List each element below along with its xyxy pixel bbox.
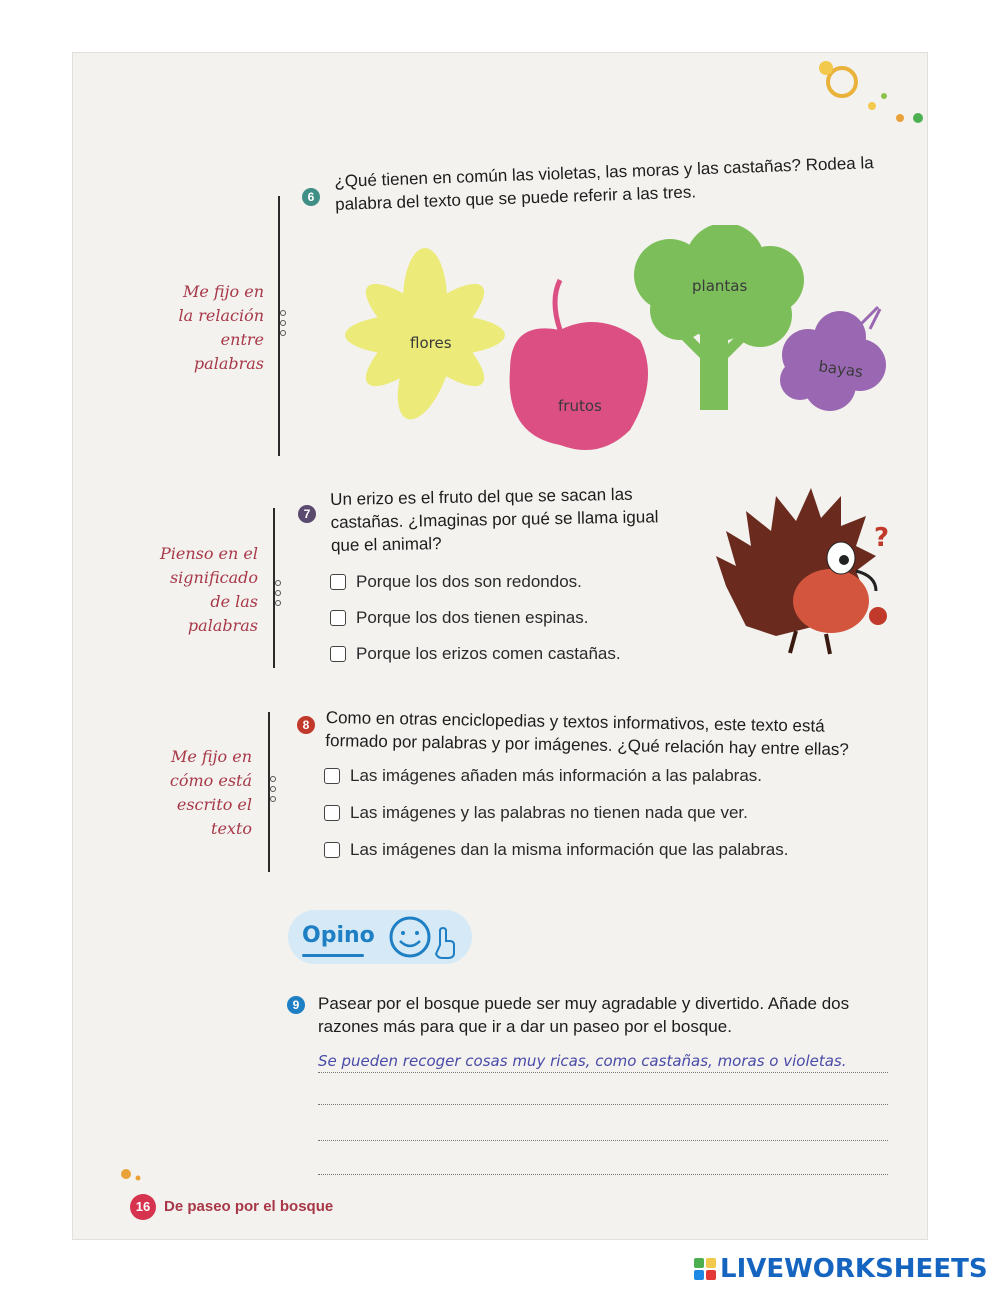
answer-line-3[interactable] — [318, 1140, 888, 1141]
flower-shape[interactable] — [345, 248, 505, 426]
question-7-text — [330, 481, 711, 557]
logo-icon — [694, 1258, 716, 1280]
answer-line-4[interactable] — [318, 1174, 888, 1175]
word-flores: flores — [410, 334, 452, 352]
question-7-number: 7 — [298, 505, 316, 523]
question-6-line-1: ¿Qué tienen en común las violetas, las moras y las castañas? Rodea la — [334, 153, 874, 191]
q7-option-3[interactable] — [330, 644, 621, 664]
q7-option-3-label: Porque los erizos comen castañas. — [356, 644, 621, 663]
q8-option-2[interactable] — [324, 803, 748, 823]
question-7-line-3: que el animal? — [330, 534, 442, 555]
footer-dots — [118, 1166, 158, 1196]
svg-text:?: ? — [874, 523, 890, 553]
footer-title: De paseo por el bosque — [164, 1198, 334, 1215]
question-9-line-1: Pasear por el bosque puede ser muy agradable y divertido. Añade dos — [318, 994, 850, 1013]
word-illustrations — [330, 225, 900, 465]
q8-option-3[interactable] — [324, 840, 788, 860]
question-9-number: 9 — [287, 996, 305, 1014]
berry-shape[interactable] — [780, 307, 886, 411]
opino-badge — [288, 910, 472, 964]
tree-shape[interactable] — [634, 225, 804, 410]
checkbox[interactable] — [324, 768, 340, 784]
word-plantas: plantas — [692, 277, 748, 295]
liveworksheets-logo — [694, 1254, 988, 1284]
smiley-icon — [386, 915, 468, 959]
word-frutos: frutos — [558, 397, 602, 415]
page-number: 16 — [130, 1194, 156, 1220]
hedgehog-illustration — [716, 476, 900, 666]
question-7-line-2: castañas. ¿Imaginas por qué se llama igual — [330, 507, 659, 532]
question-9-line-2: razones más para que ir a dar un paseo por el bosque. — [318, 1017, 732, 1036]
checkbox[interactable] — [330, 646, 346, 662]
question-7-line-1: Un erizo es el fruto del que se sacan las — [330, 484, 633, 509]
q8-margin-dots — [270, 776, 276, 806]
q8-option-3-label: Las imágenes dan la misma información que las palabras. — [350, 840, 789, 859]
q8-option-2-label: Las imágenes y las palabras no tienen nada que ver. — [350, 803, 748, 822]
opino-underline — [302, 954, 364, 957]
decorative-circles — [800, 56, 928, 136]
q7-option-2-label: Porque los dos tienen espinas. — [356, 608, 589, 627]
q8-margin-note: Me fijo en cómo está escrito el texto — [169, 747, 252, 838]
q7-option-2[interactable] — [330, 608, 589, 628]
q8-option-1[interactable] — [324, 766, 762, 786]
q8-option-1-label: Las imágenes añaden más información a las palabras. — [350, 766, 763, 785]
fruit-shape[interactable] — [510, 280, 648, 450]
opino-label: Opino — [302, 923, 375, 948]
question-6-number: 6 — [302, 188, 320, 206]
checkbox[interactable] — [330, 574, 346, 590]
question-8-line-2: formado por palabras y por imágenes. ¿Qué relación hay entre ellas? — [325, 730, 849, 760]
answer-line-2[interactable] — [318, 1104, 888, 1105]
q6-margin-dots — [280, 310, 286, 340]
checkbox[interactable] — [330, 610, 346, 626]
checkbox[interactable] — [324, 805, 340, 821]
brand-text: LIVEWORKSHEETS — [720, 1254, 988, 1284]
question-8-number: 8 — [297, 716, 315, 734]
answer-text[interactable]: Se pueden recoger cosas muy ricas, como castañas, moras o violetas. — [318, 1052, 847, 1070]
word-bayas: bayas — [817, 357, 865, 382]
question-9-text — [318, 992, 908, 1038]
question-8-text — [325, 706, 886, 762]
q7-margin-note: Pienso en el significado de las palabras — [159, 544, 258, 635]
question-8-line-1: Como en otras enciclopedias y textos informativos, este texto está — [325, 707, 825, 736]
q6-margin-note: Me fijo en la relación entre palabras — [178, 282, 264, 373]
q7-option-1-label: Porque los dos son redondos. — [356, 572, 582, 591]
checkbox[interactable] — [324, 842, 340, 858]
question-6-line-2: palabra del texto que se puede referir a las tres. — [334, 182, 697, 214]
q7-margin-dots — [275, 580, 281, 610]
answer-line-1[interactable] — [318, 1072, 888, 1073]
q7-option-1[interactable] — [330, 572, 582, 592]
